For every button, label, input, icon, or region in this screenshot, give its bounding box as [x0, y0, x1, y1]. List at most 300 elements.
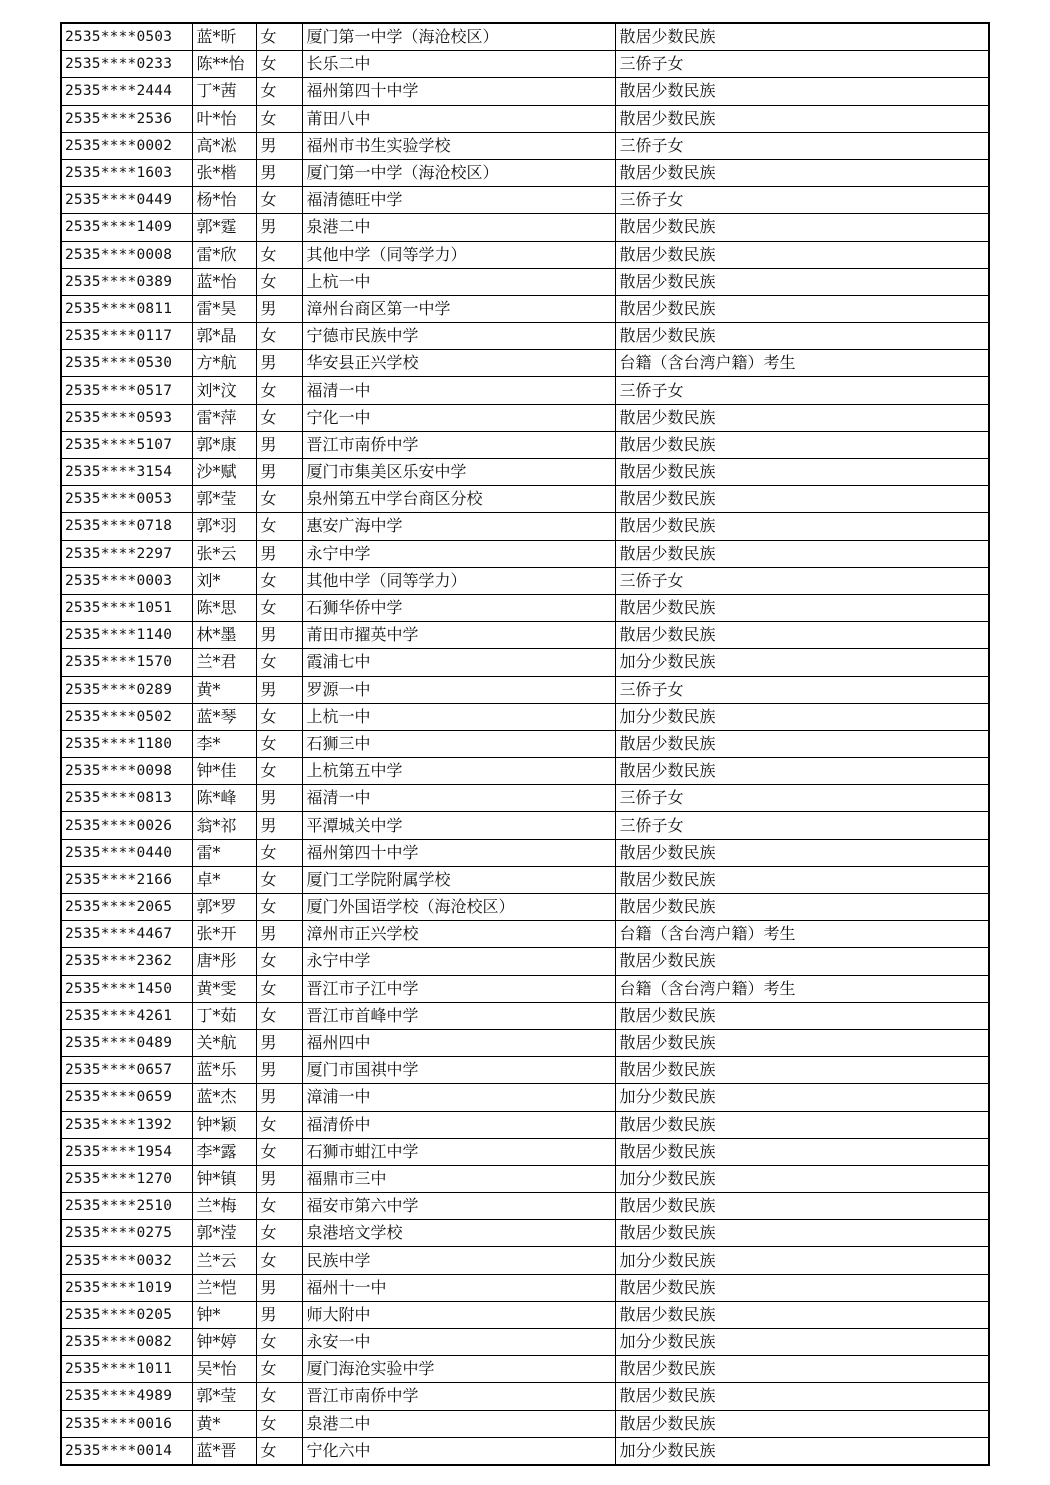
- table-row: [61, 1329, 989, 1356]
- category-cell: 加分少数民族: [615, 703, 989, 730]
- table-row: [61, 975, 989, 1002]
- candidate-id-cell: 2535****1180: [61, 730, 192, 757]
- candidate-name-cell: 张*开: [192, 921, 256, 948]
- table-row: [61, 1383, 989, 1410]
- candidate-name-cell: 兰*君: [192, 649, 256, 676]
- candidate-id-cell: 2535****0032: [61, 1247, 192, 1274]
- candidate-id-cell: 2535****0275: [61, 1220, 192, 1247]
- school-name-cell: 厦门市集美区乐安中学: [302, 459, 615, 486]
- category-cell: 散居少数民族: [615, 948, 989, 975]
- candidate-name-cell: 李*: [192, 730, 256, 757]
- table-row: [61, 350, 989, 377]
- candidate-id-cell: 2535****2536: [61, 105, 192, 132]
- table-row: [61, 241, 989, 268]
- school-name-cell: 厦门外国语学校（海沧校区）: [302, 894, 615, 921]
- school-name-cell: 漳州市正兴学校: [302, 921, 615, 948]
- school-name-cell: 莆田市擢英中学: [302, 622, 615, 649]
- candidate-name-cell: 陈*峰: [192, 785, 256, 812]
- school-name-cell: 师大附中: [302, 1301, 615, 1328]
- candidate-id-cell: 2535****0530: [61, 350, 192, 377]
- candidate-name-cell: 郭*霆: [192, 214, 256, 241]
- candidate-id-cell: 2535****2444: [61, 78, 192, 105]
- category-cell: 三侨子女: [615, 567, 989, 594]
- school-name-cell: 漳州台商区第一中学: [302, 295, 615, 322]
- category-cell: 散居少数民族: [615, 214, 989, 241]
- school-name-cell: 晋江市子江中学: [302, 975, 615, 1002]
- category-cell: 散居少数民族: [615, 459, 989, 486]
- candidate-name-cell: 郭*罗: [192, 894, 256, 921]
- category-cell: 散居少数民族: [615, 105, 989, 132]
- category-cell: 加分少数民族: [615, 1165, 989, 1192]
- table-row: [61, 295, 989, 322]
- category-cell: 台籍（含台湾户籍）考生: [615, 921, 989, 948]
- gender-cell: 男: [256, 540, 302, 567]
- candidate-id-cell: 2535****0811: [61, 295, 192, 322]
- candidate-id-cell: 2535****1011: [61, 1356, 192, 1383]
- candidate-name-cell: 钟*婷: [192, 1329, 256, 1356]
- gender-cell: 女: [256, 1356, 302, 1383]
- category-cell: 散居少数民族: [615, 1111, 989, 1138]
- candidate-name-cell: 林*墨: [192, 622, 256, 649]
- category-cell: 散居少数民族: [615, 1410, 989, 1437]
- category-cell: 加分少数民族: [615, 1437, 989, 1465]
- category-cell: 散居少数民族: [615, 622, 989, 649]
- school-name-cell: 厦门市国祺中学: [302, 1057, 615, 1084]
- gender-cell: 男: [256, 1301, 302, 1328]
- candidate-name-cell: 刘*汶: [192, 377, 256, 404]
- candidate-id-cell: 2535****1570: [61, 649, 192, 676]
- candidate-id-cell: 2535****4467: [61, 921, 192, 948]
- gender-cell: 男: [256, 459, 302, 486]
- gender-cell: 女: [256, 1002, 302, 1029]
- school-name-cell: 长乐二中: [302, 51, 615, 78]
- category-cell: 散居少数民族: [615, 839, 989, 866]
- category-cell: 三侨子女: [615, 676, 989, 703]
- gender-cell: 男: [256, 622, 302, 649]
- category-cell: 三侨子女: [615, 812, 989, 839]
- school-name-cell: 罗源一中: [302, 676, 615, 703]
- category-cell: 散居少数民族: [615, 1301, 989, 1328]
- table-row: [61, 1410, 989, 1437]
- school-name-cell: 惠安广海中学: [302, 513, 615, 540]
- school-name-cell: 福州市书生实验学校: [302, 132, 615, 159]
- candidate-id-cell: 2535****1954: [61, 1138, 192, 1165]
- table-row: [61, 459, 989, 486]
- school-name-cell: 福清侨中: [302, 1111, 615, 1138]
- candidate-name-cell: 李*露: [192, 1138, 256, 1165]
- table-row: [61, 1165, 989, 1192]
- candidate-name-cell: 郭*羽: [192, 513, 256, 540]
- candidate-name-cell: 高*凇: [192, 132, 256, 159]
- candidate-id-cell: 2535****1019: [61, 1274, 192, 1301]
- gender-cell: 女: [256, 1437, 302, 1465]
- school-name-cell: 上杭一中: [302, 268, 615, 295]
- candidate-id-cell: 2535****0016: [61, 1410, 192, 1437]
- table-row: [61, 431, 989, 458]
- gender-cell: 女: [256, 1410, 302, 1437]
- candidate-name-cell: 吴*怡: [192, 1356, 256, 1383]
- candidate-name-cell: 雷*昊: [192, 295, 256, 322]
- gender-cell: 女: [256, 730, 302, 757]
- table-row: [61, 540, 989, 567]
- school-name-cell: 石狮三中: [302, 730, 615, 757]
- candidate-name-cell: 张*云: [192, 540, 256, 567]
- category-cell: 台籍（含台湾户籍）考生: [615, 975, 989, 1002]
- school-name-cell: 华安县正兴学校: [302, 350, 615, 377]
- school-name-cell: 晋江市首峰中学: [302, 1002, 615, 1029]
- candidate-id-cell: 2535****0813: [61, 785, 192, 812]
- school-name-cell: 永安一中: [302, 1329, 615, 1356]
- gender-cell: 女: [256, 323, 302, 350]
- school-name-cell: 厦门第一中学（海沧校区）: [302, 159, 615, 186]
- category-cell: 加分少数民族: [615, 1329, 989, 1356]
- gender-cell: 女: [256, 51, 302, 78]
- category-cell: 加分少数民族: [615, 649, 989, 676]
- category-cell: 散居少数民族: [615, 758, 989, 785]
- category-cell: 散居少数民族: [615, 78, 989, 105]
- table-row: [61, 622, 989, 649]
- school-name-cell: 厦门第一中学（海沧校区）: [302, 23, 615, 51]
- candidate-id-cell: 2535****0517: [61, 377, 192, 404]
- table-row: [61, 703, 989, 730]
- gender-cell: 女: [256, 1383, 302, 1410]
- table-row: [61, 1356, 989, 1383]
- category-cell: 散居少数民族: [615, 404, 989, 431]
- table-row: [61, 730, 989, 757]
- school-name-cell: 泉港二中: [302, 214, 615, 241]
- gender-cell: 女: [256, 513, 302, 540]
- gender-cell: 男: [256, 159, 302, 186]
- candidate-id-cell: 2535****0002: [61, 132, 192, 159]
- candidate-id-cell: 2535****0718: [61, 513, 192, 540]
- school-name-cell: 福州第四十中学: [302, 839, 615, 866]
- candidate-name-cell: 郭*莹: [192, 486, 256, 513]
- category-cell: 散居少数民族: [615, 1029, 989, 1056]
- school-name-cell: 石狮华侨中学: [302, 594, 615, 621]
- category-cell: 散居少数民族: [615, 159, 989, 186]
- gender-cell: 女: [256, 1111, 302, 1138]
- table-row: [61, 812, 989, 839]
- candidate-id-cell: 2535****0389: [61, 268, 192, 295]
- gender-cell: 男: [256, 350, 302, 377]
- candidate-name-cell: 钟*: [192, 1301, 256, 1328]
- school-name-cell: 宁化六中: [302, 1437, 615, 1465]
- school-name-cell: 晋江市南侨中学: [302, 1383, 615, 1410]
- category-cell: 散居少数民族: [615, 1220, 989, 1247]
- gender-cell: 女: [256, 241, 302, 268]
- table-row: [61, 1193, 989, 1220]
- gender-cell: 女: [256, 975, 302, 1002]
- candidate-id-cell: 2535****4261: [61, 1002, 192, 1029]
- category-cell: 台籍（含台湾户籍）考生: [615, 350, 989, 377]
- candidate-name-cell: 沙*赋: [192, 459, 256, 486]
- school-name-cell: 石狮市蚶江中学: [302, 1138, 615, 1165]
- category-cell: 散居少数民族: [615, 268, 989, 295]
- candidate-id-cell: 2535****0082: [61, 1329, 192, 1356]
- gender-cell: 男: [256, 431, 302, 458]
- candidate-id-cell: 2535****0003: [61, 567, 192, 594]
- school-name-cell: 民族中学: [302, 1247, 615, 1274]
- category-cell: 散居少数民族: [615, 866, 989, 893]
- candidate-id-cell: 2535****1270: [61, 1165, 192, 1192]
- candidate-name-cell: 黄*雯: [192, 975, 256, 1002]
- candidate-name-cell: 兰*恺: [192, 1274, 256, 1301]
- table-row: [61, 567, 989, 594]
- school-name-cell: 厦门海沧实验中学: [302, 1356, 615, 1383]
- category-cell: 散居少数民族: [615, 486, 989, 513]
- table-row: [61, 676, 989, 703]
- candidate-id-cell: 2535****2510: [61, 1193, 192, 1220]
- table-row: [61, 866, 989, 893]
- category-cell: 散居少数民族: [615, 540, 989, 567]
- table-row: [61, 105, 989, 132]
- school-name-cell: 泉港二中: [302, 1410, 615, 1437]
- category-cell: 散居少数民族: [615, 1138, 989, 1165]
- gender-cell: 女: [256, 23, 302, 51]
- table-row: [61, 78, 989, 105]
- candidate-name-cell: 丁*茹: [192, 1002, 256, 1029]
- gender-cell: 女: [256, 187, 302, 214]
- candidate-list-body: [61, 23, 989, 1465]
- candidate-id-cell: 2535****3154: [61, 459, 192, 486]
- school-name-cell: 福州第四十中学: [302, 78, 615, 105]
- gender-cell: 男: [256, 295, 302, 322]
- candidate-name-cell: 蓝*琴: [192, 703, 256, 730]
- table-row: [61, 1057, 989, 1084]
- gender-cell: 女: [256, 866, 302, 893]
- category-cell: 散居少数民族: [615, 513, 989, 540]
- category-cell: 散居少数民族: [615, 323, 989, 350]
- candidate-id-cell: 2535****0502: [61, 703, 192, 730]
- school-name-cell: 福州四中: [302, 1029, 615, 1056]
- candidate-name-cell: 郭*晶: [192, 323, 256, 350]
- school-name-cell: 福清德旺中学: [302, 187, 615, 214]
- candidate-id-cell: 2535****2362: [61, 948, 192, 975]
- table-row: [61, 377, 989, 404]
- candidate-name-cell: 黄*: [192, 1410, 256, 1437]
- table-row: [61, 132, 989, 159]
- candidate-name-cell: 陈*思: [192, 594, 256, 621]
- candidate-name-cell: 方*航: [192, 350, 256, 377]
- category-cell: 三侨子女: [615, 51, 989, 78]
- school-name-cell: 上杭一中: [302, 703, 615, 730]
- gender-cell: 男: [256, 676, 302, 703]
- school-name-cell: 其他中学（同等学力）: [302, 567, 615, 594]
- gender-cell: 男: [256, 921, 302, 948]
- candidate-id-cell: 2535****1603: [61, 159, 192, 186]
- candidate-id-cell: 2535****1409: [61, 214, 192, 241]
- candidate-id-cell: 2535****4989: [61, 1383, 192, 1410]
- candidate-name-cell: 钟*镇: [192, 1165, 256, 1192]
- school-name-cell: 霞浦七中: [302, 649, 615, 676]
- candidate-name-cell: 蓝*昕: [192, 23, 256, 51]
- gender-cell: 男: [256, 1057, 302, 1084]
- gender-cell: 男: [256, 1029, 302, 1056]
- table-row: [61, 51, 989, 78]
- table-row: [61, 948, 989, 975]
- candidate-id-cell: 2535****2065: [61, 894, 192, 921]
- gender-cell: 女: [256, 1247, 302, 1274]
- table-row: [61, 1138, 989, 1165]
- gender-cell: 男: [256, 812, 302, 839]
- school-name-cell: 莆田八中: [302, 105, 615, 132]
- table-row: [61, 1084, 989, 1111]
- candidate-id-cell: 2535****0014: [61, 1437, 192, 1465]
- candidate-name-cell: 蓝*杰: [192, 1084, 256, 1111]
- candidate-id-cell: 2535****0593: [61, 404, 192, 431]
- table-row: [61, 486, 989, 513]
- table-row: [61, 187, 989, 214]
- school-name-cell: 漳浦一中: [302, 1084, 615, 1111]
- candidate-id-cell: 2535****2166: [61, 866, 192, 893]
- school-name-cell: 泉港培文学校: [302, 1220, 615, 1247]
- category-cell: 加分少数民族: [615, 1247, 989, 1274]
- school-name-cell: 平潭城关中学: [302, 812, 615, 839]
- table-row: [61, 1029, 989, 1056]
- candidate-id-cell: 2535****0008: [61, 241, 192, 268]
- category-cell: 散居少数民族: [615, 1383, 989, 1410]
- candidate-id-cell: 2535****1392: [61, 1111, 192, 1138]
- table-row: [61, 1002, 989, 1029]
- school-name-cell: 其他中学（同等学力）: [302, 241, 615, 268]
- candidate-id-cell: 2535****1051: [61, 594, 192, 621]
- candidate-id-cell: 2535****0117: [61, 323, 192, 350]
- gender-cell: 女: [256, 268, 302, 295]
- candidate-id-cell: 2535****0289: [61, 676, 192, 703]
- candidate-name-cell: 丁*茜: [192, 78, 256, 105]
- gender-cell: 女: [256, 404, 302, 431]
- candidate-name-cell: 蓝*晋: [192, 1437, 256, 1465]
- candidate-id-cell: 2535****0098: [61, 758, 192, 785]
- category-cell: 散居少数民族: [615, 594, 989, 621]
- table-row: [61, 1301, 989, 1328]
- category-cell: 散居少数民族: [615, 431, 989, 458]
- candidate-name-cell: 蓝*乐: [192, 1057, 256, 1084]
- school-name-cell: 福州十一中: [302, 1274, 615, 1301]
- category-cell: 散居少数民族: [615, 1193, 989, 1220]
- category-cell: 散居少数民族: [615, 241, 989, 268]
- category-cell: 散居少数民族: [615, 23, 989, 51]
- table-row: [61, 1437, 989, 1465]
- candidate-name-cell: 郭*莹: [192, 1383, 256, 1410]
- candidate-name-cell: 关*航: [192, 1029, 256, 1056]
- table-row: [61, 404, 989, 431]
- category-cell: 加分少数民族: [615, 1084, 989, 1111]
- table-row: [61, 894, 989, 921]
- table-row: [61, 513, 989, 540]
- category-cell: 散居少数民族: [615, 894, 989, 921]
- category-cell: 散居少数民族: [615, 1356, 989, 1383]
- candidate-list-table: [60, 22, 990, 1466]
- candidate-id-cell: 2535****2297: [61, 540, 192, 567]
- candidate-name-cell: 叶*怡: [192, 105, 256, 132]
- table-row: [61, 649, 989, 676]
- school-name-cell: 永宁中学: [302, 948, 615, 975]
- candidate-id-cell: 2535****1450: [61, 975, 192, 1002]
- school-name-cell: 福安市第六中学: [302, 1193, 615, 1220]
- table-row: [61, 1111, 989, 1138]
- category-cell: 散居少数民族: [615, 295, 989, 322]
- school-name-cell: 厦门工学院附属学校: [302, 866, 615, 893]
- gender-cell: 女: [256, 567, 302, 594]
- gender-cell: 女: [256, 1138, 302, 1165]
- candidate-name-cell: 郭*康: [192, 431, 256, 458]
- category-cell: 散居少数民族: [615, 730, 989, 757]
- table-row: [61, 1220, 989, 1247]
- table-row: [61, 214, 989, 241]
- school-name-cell: 永宁中学: [302, 540, 615, 567]
- school-name-cell: 晋江市南侨中学: [302, 431, 615, 458]
- gender-cell: 女: [256, 105, 302, 132]
- candidate-name-cell: 蓝*怡: [192, 268, 256, 295]
- gender-cell: 男: [256, 1165, 302, 1192]
- table-row: [61, 1274, 989, 1301]
- table-row: [61, 268, 989, 295]
- school-name-cell: 福清一中: [302, 377, 615, 404]
- table-row: [61, 839, 989, 866]
- candidate-name-cell: 雷*欣: [192, 241, 256, 268]
- category-cell: 三侨子女: [615, 132, 989, 159]
- gender-cell: 女: [256, 377, 302, 404]
- candidate-name-cell: 黄*: [192, 676, 256, 703]
- school-name-cell: 宁德市民族中学: [302, 323, 615, 350]
- candidate-name-cell: 雷*萍: [192, 404, 256, 431]
- category-cell: 三侨子女: [615, 785, 989, 812]
- gender-cell: 女: [256, 948, 302, 975]
- candidate-id-cell: 2535****0205: [61, 1301, 192, 1328]
- table-row: [61, 594, 989, 621]
- candidate-id-cell: 2535****0053: [61, 486, 192, 513]
- candidate-id-cell: 2535****5107: [61, 431, 192, 458]
- candidate-id-cell: 2535****0489: [61, 1029, 192, 1056]
- candidate-id-cell: 2535****0233: [61, 51, 192, 78]
- school-name-cell: 宁化一中: [302, 404, 615, 431]
- gender-cell: 男: [256, 1274, 302, 1301]
- category-cell: 散居少数民族: [615, 1057, 989, 1084]
- gender-cell: 女: [256, 78, 302, 105]
- gender-cell: 女: [256, 1220, 302, 1247]
- candidate-name-cell: 钟*佳: [192, 758, 256, 785]
- gender-cell: 女: [256, 839, 302, 866]
- category-cell: 三侨子女: [615, 187, 989, 214]
- gender-cell: 女: [256, 1329, 302, 1356]
- candidate-name-cell: 陈**怡: [192, 51, 256, 78]
- gender-cell: 女: [256, 703, 302, 730]
- category-cell: 散居少数民族: [615, 1002, 989, 1029]
- gender-cell: 男: [256, 785, 302, 812]
- candidate-name-cell: 兰*云: [192, 1247, 256, 1274]
- candidate-name-cell: 郭*滢: [192, 1220, 256, 1247]
- table-row: [61, 323, 989, 350]
- category-cell: 散居少数民族: [615, 1274, 989, 1301]
- gender-cell: 男: [256, 132, 302, 159]
- table-row: [61, 159, 989, 186]
- table-row: [61, 1247, 989, 1274]
- candidate-name-cell: 翁*祁: [192, 812, 256, 839]
- candidate-name-cell: 兰*梅: [192, 1193, 256, 1220]
- gender-cell: 女: [256, 649, 302, 676]
- school-name-cell: 福鼎市三中: [302, 1165, 615, 1192]
- candidate-id-cell: 2535****0657: [61, 1057, 192, 1084]
- candidate-id-cell: 2535****0440: [61, 839, 192, 866]
- table-row: [61, 23, 989, 51]
- candidate-name-cell: 钟*颖: [192, 1111, 256, 1138]
- candidate-name-cell: 雷*: [192, 839, 256, 866]
- gender-cell: 女: [256, 758, 302, 785]
- gender-cell: 男: [256, 214, 302, 241]
- gender-cell: 女: [256, 1193, 302, 1220]
- school-name-cell: 福清一中: [302, 785, 615, 812]
